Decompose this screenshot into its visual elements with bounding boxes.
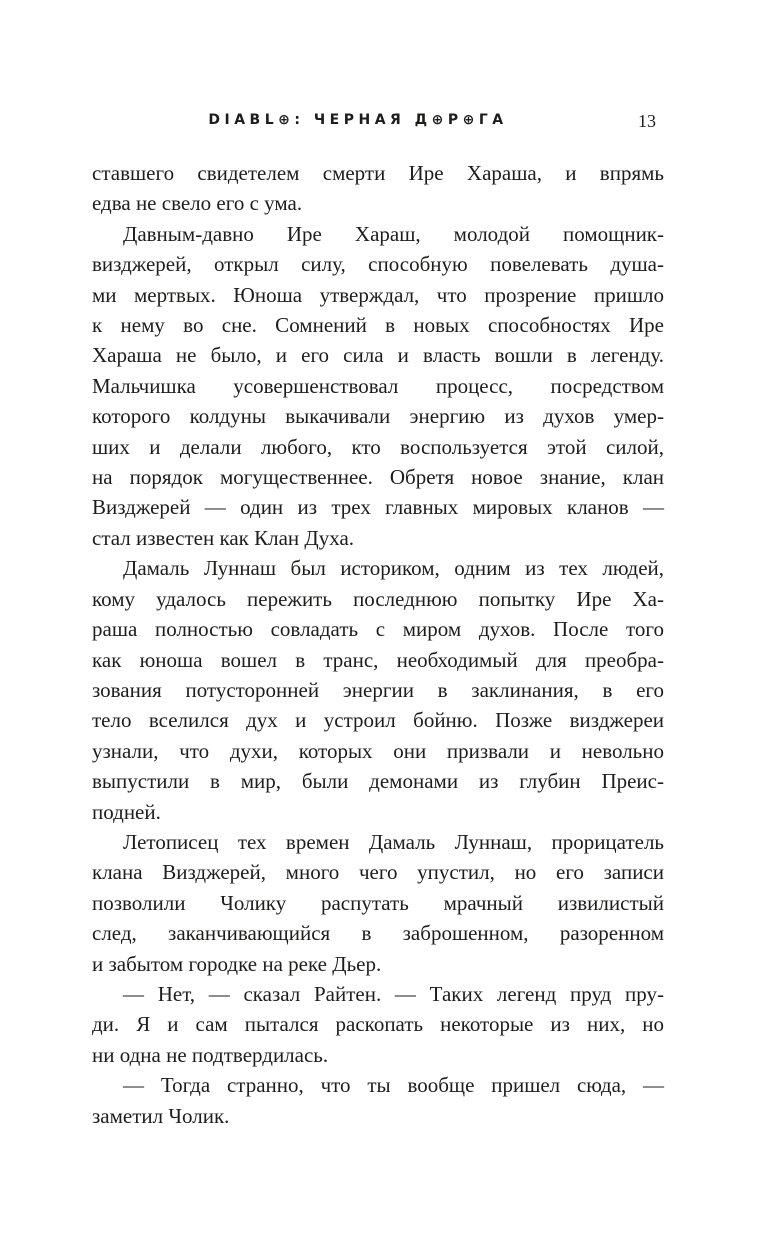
text-line: — Нет, — сказал Райтен. — Таких легенд пруд пру- <box>123 981 664 1006</box>
text-line: узнали, что духи, которых они призвали и невольно <box>92 738 664 763</box>
paragraph <box>92 553 664 827</box>
text-line: ди. Я и сам пытался раскопать некоторые из них, но <box>92 1012 664 1037</box>
text-line: Давным-давно Ире Хараш, молодой помощник- <box>123 221 664 246</box>
text-line: раша полностью совладать с миром духов. После того <box>92 617 664 642</box>
text-line: как юноша вошел в транс, необходимый для преобра- <box>92 647 664 672</box>
text-line: кому удалось пережить последнюю попытку Ире Ха- <box>92 586 664 611</box>
text-line: Визджерей — один из трех главных мировых кланов — <box>92 495 664 520</box>
text-line: едва не свело его с ума. <box>92 191 303 216</box>
running-header-title: DIABL⊕: ЧЕРНАЯ Д⊕Р⊕ГА <box>208 112 508 128</box>
text-line: ставшего свидетелем смерти Ире Хараша, и впрямь <box>92 161 664 185</box>
running-header <box>92 112 664 134</box>
text-line: — Тогда странно, что ты вообще пришел сюда, — <box>123 1073 664 1098</box>
paragraph <box>92 979 664 1070</box>
text-line: на порядок могущественнее. Обретя новое знание, клан <box>92 465 664 490</box>
text-line: к нему во сне. Сомнений в новых способностях Ире <box>92 313 664 338</box>
text-line: зования потусторонней энергии в заклинания, в его <box>92 677 664 702</box>
text-line: тело вселился дух и устроил бойню. Позже визджереи <box>92 708 664 733</box>
page-number: 13 <box>638 111 656 131</box>
text-line: подней. <box>92 799 161 824</box>
text-line: заметил Чолик. <box>92 1103 230 1128</box>
text-line: которого колдуны выкачивали энергию из духов умер- <box>92 404 664 429</box>
body-text <box>92 158 664 1131</box>
paragraph <box>92 219 664 553</box>
paragraph <box>92 1070 664 1131</box>
text-line: визджерей, открыл силу, способную повелевать душа- <box>92 252 664 277</box>
text-line: стал известен как Клан Духа. <box>92 525 355 550</box>
text-line: ни одна не подтвердилась. <box>92 1042 329 1067</box>
text-line: Летописец тех времен Дамаль Луннаш, прорицатель <box>123 829 664 854</box>
text-line: Мальчишка усовершенствовал процесс, посредством <box>92 373 664 398</box>
paragraph <box>92 158 664 219</box>
text-line: след, заканчивающийся в заброшенном, разоренном <box>92 921 664 946</box>
text-line: и забытом городке на реке Дьер. <box>92 951 382 976</box>
text-line: позволили Чолику распутать мрачный извилистый <box>92 890 664 915</box>
text-line: выпустили в мир, были демонами из глубин Преис- <box>92 769 664 794</box>
paragraph <box>92 827 664 979</box>
text-line: Хараша не было, и его сила и власть вошли в легенду. <box>92 343 664 368</box>
text-line: ших и делали любого, кто воспользуется этой силой, <box>92 434 664 459</box>
text-line: клана Визджерей, много чего упустил, но его записи <box>92 860 664 885</box>
text-line: Дамаль Луннаш был историком, одним из тех людей, <box>123 556 664 581</box>
text-line: ми мертвых. Юноша утверждал, что прозрение пришло <box>92 282 664 307</box>
